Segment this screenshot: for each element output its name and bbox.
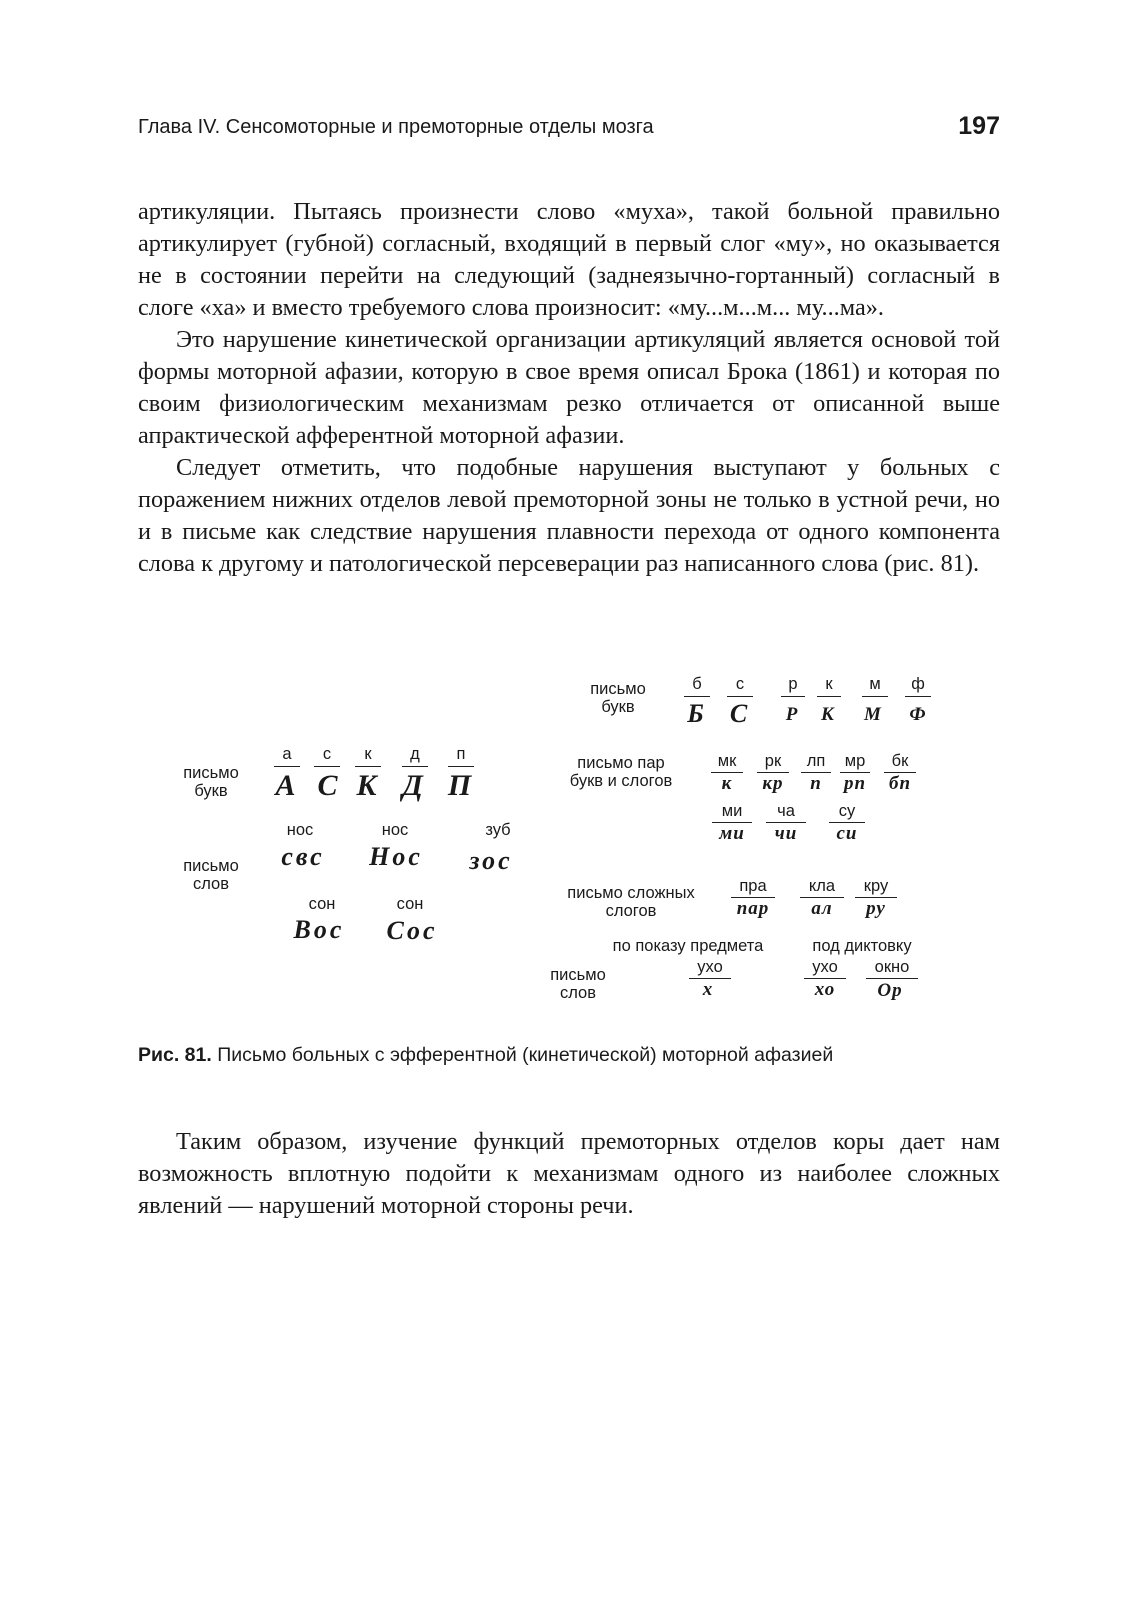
caption-text: Письмо больных с эфферентной (кинетической) моторной афазией [211,1044,834,1066]
right-pair-target: лп [806,752,826,770]
left-letter-target: д [410,745,420,763]
body-text-bottom [138,1126,1000,1222]
right-letter-target: ф [911,675,925,693]
right-pair-target: мк [717,752,737,770]
rule [727,696,753,697]
left-letter-written: A [275,769,299,802]
right-pair-written: п [810,773,822,794]
left-word-target: нос [381,821,409,839]
running-head [138,112,1000,140]
left-words-label: письмо слов [183,857,239,893]
right-pair-written: бп [888,773,912,794]
rule [766,822,806,823]
left-word-target: сон [396,895,424,913]
right-syllables-label: письмо сложных слогов [567,884,695,920]
right-pair-written: рп [843,773,867,794]
rule [781,696,805,697]
rule [905,696,931,697]
rule [817,696,841,697]
rule [689,978,731,979]
right-pair-written: си [836,823,858,844]
paragraph-3: Следует отметить, что подобные нарушения выступают у больных с поражением нижних отделов левой премоторной зоны не только в устной речи, но и в письме как следствие нарушения плавности перехода от одного компонента слова к другому и патологической персеверации раз написанного слова (рис. 81). [138,454,1000,577]
right-words-label: письмо слов [550,966,606,1002]
paragraph-1: артикуляции. Пытаясь произнести слово «муха», такой больной правильно артикулирует (губной) согласный, входящий в первый слог «му», но оказывается не в состоянии перейти на следующий (заднеязычно-гортанный) согласный в слоге «ха» и вместо требуемого слова произносит: «му...м...м... му...ма». [138,198,1000,321]
right-word-written: х [702,979,714,1000]
right-letters-label: письмо букв [590,680,646,716]
right-word-target: ухо [812,958,838,976]
right-letter-written: Р [785,704,799,725]
rule [314,766,340,767]
left-letter-target: к [364,745,372,763]
right-pair-target: ми [721,802,743,820]
rule [684,696,710,697]
right-pair-target: бк [891,752,909,770]
rule [855,897,897,898]
left-word-written: Нос [369,842,423,871]
body-text-top [138,196,1000,580]
right-pair-written: чи [774,823,798,844]
left-letter-written: C [317,769,341,802]
right-letter-written: К [821,704,835,725]
rule [448,766,474,767]
rule [829,822,865,823]
rule [800,897,844,898]
left-word-written: свс [281,842,325,871]
right-word-target: окно [874,958,910,976]
rule [862,696,888,697]
right-pair-target: ча [777,802,795,820]
figure-caption [138,1044,1038,1067]
dictation-label: под диктовку [812,937,912,955]
chapter-title: Глава IV. Сенсомоторные и премоторные отделы мозга [138,116,654,138]
right-letter-written: М [864,704,882,725]
rule [804,978,846,979]
left-letters-label: письмо букв [183,764,239,800]
right-letter-target: м [869,675,881,693]
left-letter-written: Д [402,769,426,802]
right-pair-written: ми [719,823,745,844]
rule [402,766,428,767]
paragraph-2: Это нарушение кинетической организации артикуляций является основой той формы моторной афазии, которую в свое время описал Брока (1861) и которая по своим физиологическим механизмам резко отличается от описанной выше апрактической афферентной моторной афазии. [138,326,1000,449]
left-word-target: зуб [485,821,511,839]
right-syllable-written: ру [866,898,886,919]
right-letter-target: к [825,675,833,693]
right-syllable-written: пар [736,898,770,919]
right-syllable-target: кла [808,877,836,895]
rule [840,772,870,773]
rule [884,772,916,773]
right-pair-target: рк [764,752,782,770]
right-letter-target: б [692,675,702,693]
rule [731,897,775,898]
right-letter-target: с [735,675,745,693]
right-letter-written: Ф [909,704,927,725]
left-letter-target: а [282,745,292,763]
rule [274,766,300,767]
left-letter-target: с [322,745,332,763]
left-letter-written: K [356,769,380,802]
left-word-target: нос [286,821,314,839]
left-word-written: Сос [386,916,438,945]
left-letter-target: п [456,745,466,763]
left-word-written: зос [469,846,513,875]
right-syllable-written: ал [811,898,833,919]
figure-number: Рис. 81. [138,1044,212,1066]
right-pair-target: мр [844,752,866,770]
right-syllable-target: кру [863,877,889,895]
right-letter-written: Б [687,699,707,728]
rule [866,978,918,979]
by-object-label: по показу предмета [612,937,764,955]
left-letter-written: П [447,769,475,802]
rule [355,766,381,767]
right-pairs-label: письмо пар букв и слогов [569,754,673,790]
right-syllable-target: пра [739,877,767,895]
right-word-target: ухо [697,958,723,976]
rule [711,772,743,773]
page-number: 197 [958,112,1000,140]
right-pair-target: су [838,802,856,820]
right-letter-target: р [788,675,798,693]
right-word-written: хо [814,979,836,1000]
right-pair-written: к [721,773,733,794]
right-letter-written: С [729,699,751,728]
rule [757,772,789,773]
left-word-written: Вос [293,915,345,944]
rule [712,822,752,823]
right-pair-written: кр [762,773,784,794]
right-word-written: Ор [877,980,903,1001]
left-word-target: сон [308,895,336,913]
rule [801,772,831,773]
paragraph-4: Таким образом, изучение функций премоторных отделов коры дает нам возможность вплотную подойти к механизмам одного из наиболее сложных явлений — нарушений моторной стороны речи. [138,1128,1000,1219]
